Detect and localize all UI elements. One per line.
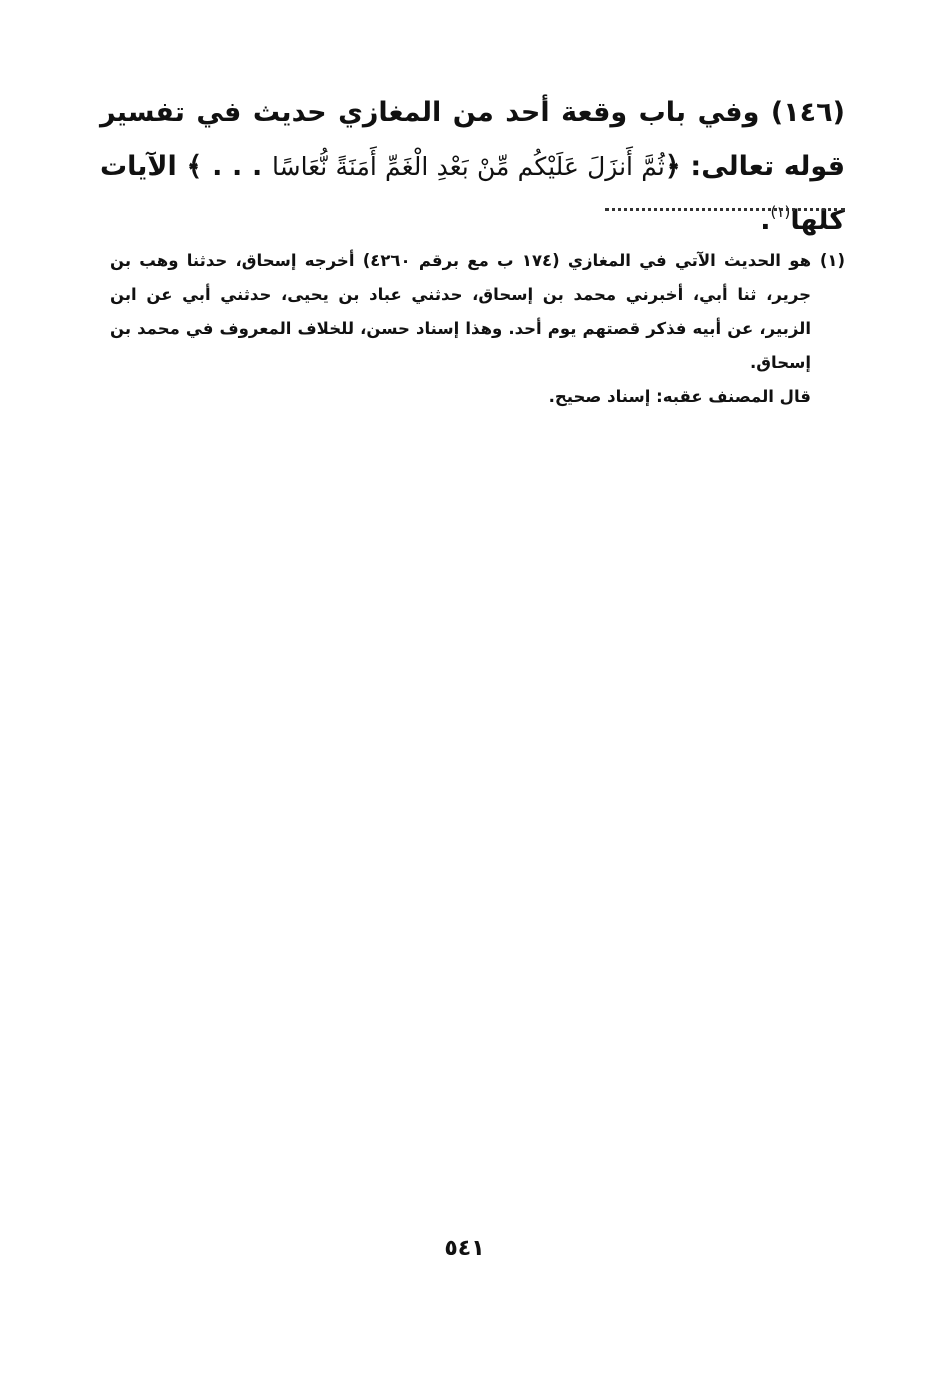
footnote-marker: (١)	[819, 251, 845, 270]
verse-open-bracket: ﴿	[664, 151, 681, 182]
footnote-text: هو الحديث الآتي في المغازي (١٧٤ ب مع برقم ٤٢٦٠) أخرجه إسحاق، حدثنا وهب بن جرير، ثنا أبي، أخبرني محمد بن إسحاق، حدثني عباد بن يحيى، حدثني أبي عن ابن الزبير، عن أبيه فذكر قصتهم يوم أحد. وهذا إسناد حسن، للخلاف المعروف في محمد بن إسحاق.	[110, 251, 812, 372]
footnote	[110, 244, 845, 414]
footnote-separator	[605, 208, 845, 211]
end-period: .	[760, 205, 771, 236]
footnote-reference: (١)	[770, 203, 791, 221]
intro-text: وفي باب وقعة أحد من المغازي حديث في تفسير قوله تعالى:	[100, 97, 846, 182]
quran-verse: ثُمَّ أَنزَلَ عَلَيْكُم مِّنْ بَعْدِ الْغَمِّ أَمَنَةً نُّعَاسًا	[272, 152, 665, 181]
main-paragraph	[100, 86, 845, 248]
hadith-number: (١٤٦)	[770, 97, 845, 128]
footnote-row	[110, 244, 845, 380]
verse-close-bracket: ﴾	[186, 151, 203, 182]
ellipsis: . . .	[212, 151, 263, 182]
after-verse-text: الآيات كلها	[100, 151, 845, 236]
page-number: ٥٤١	[444, 1236, 485, 1261]
footnote-extra-text: قال المصنف عقبه: إسناد صحيح.	[548, 387, 811, 406]
